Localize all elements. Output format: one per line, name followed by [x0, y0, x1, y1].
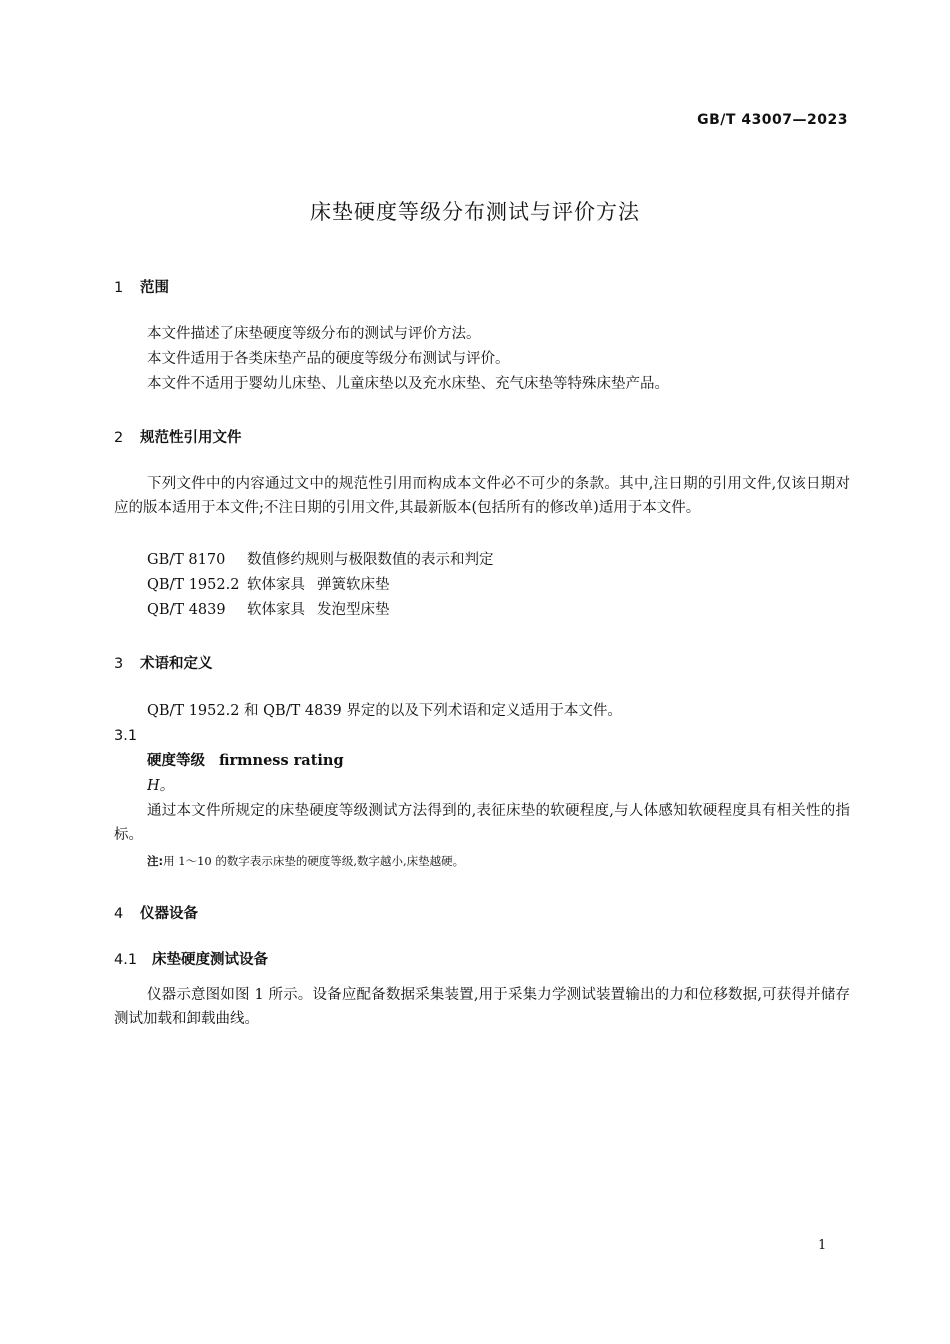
term-entry [147, 749, 344, 773]
reference-code: GB/T 8170 [147, 552, 226, 568]
reference-subtitle: 发泡型床垫 [317, 602, 390, 618]
subsection-4-1-heading [114, 948, 268, 969]
reference-title: 数值修约规则与极限数值的表示和判定 [247, 552, 494, 568]
equipment-paragraph: 仪器示意图如图 1 所示。设备应配备数据采集装置,用于采集力学测试装置输出的力和位移数据,可获得并储存测试加载和卸载曲线。 [114, 987, 850, 1027]
reference-code: QB/T 4839 [147, 602, 226, 618]
section-number: 4 [114, 906, 124, 922]
subsection-title: 床垫硬度测试设备 [152, 952, 268, 968]
section-title: 规范性引用文件 [140, 430, 242, 446]
reference-item [147, 573, 390, 597]
section-3-heading [114, 652, 213, 673]
references-intro-paragraph: 下列文件中的内容通过文中的规范性引用而构成本文件必不可少的条款。其中,注日期的引用文件,仅该日期对应的版本适用于本文件;不注日期的引用文件,其最新版本(包括所有的修改单)适用于本文件。 [114, 476, 850, 516]
term-note [147, 853, 464, 869]
section-number: 2 [114, 430, 124, 446]
term-chinese: 硬度等级 [147, 753, 205, 769]
section-4-heading [114, 902, 198, 923]
section-1-heading [114, 276, 169, 297]
terms-intro-paragraph: QB/T 1952.2 和 QB/T 4839 界定的以及下列术语和定义适用于本文件。 [147, 703, 622, 719]
term-number: 3.1 [114, 728, 138, 744]
note-label: 注: [147, 854, 164, 868]
reference-item [147, 548, 506, 572]
section-title: 术语和定义 [140, 656, 213, 672]
paragraph: 本文件描述了床垫硬度等级分布的测试与评价方法。 [147, 326, 481, 342]
reference-item [147, 598, 390, 622]
reference-subtitle: 弹簧软床垫 [317, 577, 390, 593]
section-2-heading [114, 426, 242, 447]
section-number: 1 [114, 280, 124, 296]
paragraph: 本文件适用于各类床垫产品的硬度等级分布测试与评价。 [147, 351, 510, 367]
document-code: GB/T 43007—2023 [697, 112, 848, 128]
subsection-number: 4.1 [114, 952, 138, 968]
page-number: 1 [818, 1238, 827, 1253]
section-title: 范围 [140, 280, 169, 296]
term-english: firmness rating [219, 752, 344, 769]
term-definition: 通过本文件所规定的床垫硬度等级测试方法得到的,表征床垫的软硬程度,与人体感知软硬程度具有相关性的指标。 [114, 803, 850, 843]
paragraph: 本文件不适用于婴幼儿床垫、儿童床垫以及充水床垫、充气床垫等特殊床垫产品。 [147, 376, 669, 392]
term-symbol: H。 [147, 778, 175, 794]
reference-title: 软体家具 [247, 577, 305, 593]
reference-code: QB/T 1952.2 [147, 577, 240, 593]
section-number: 3 [114, 656, 124, 672]
document-title: 床垫硬度等级分布测试与评价方法 [310, 200, 640, 224]
note-text: 用 1～10 的数字表示床垫的硬度等级,数字越小,床垫越硬。 [163, 854, 465, 868]
reference-title: 软体家具 [247, 602, 305, 618]
section-title: 仪器设备 [140, 906, 198, 922]
